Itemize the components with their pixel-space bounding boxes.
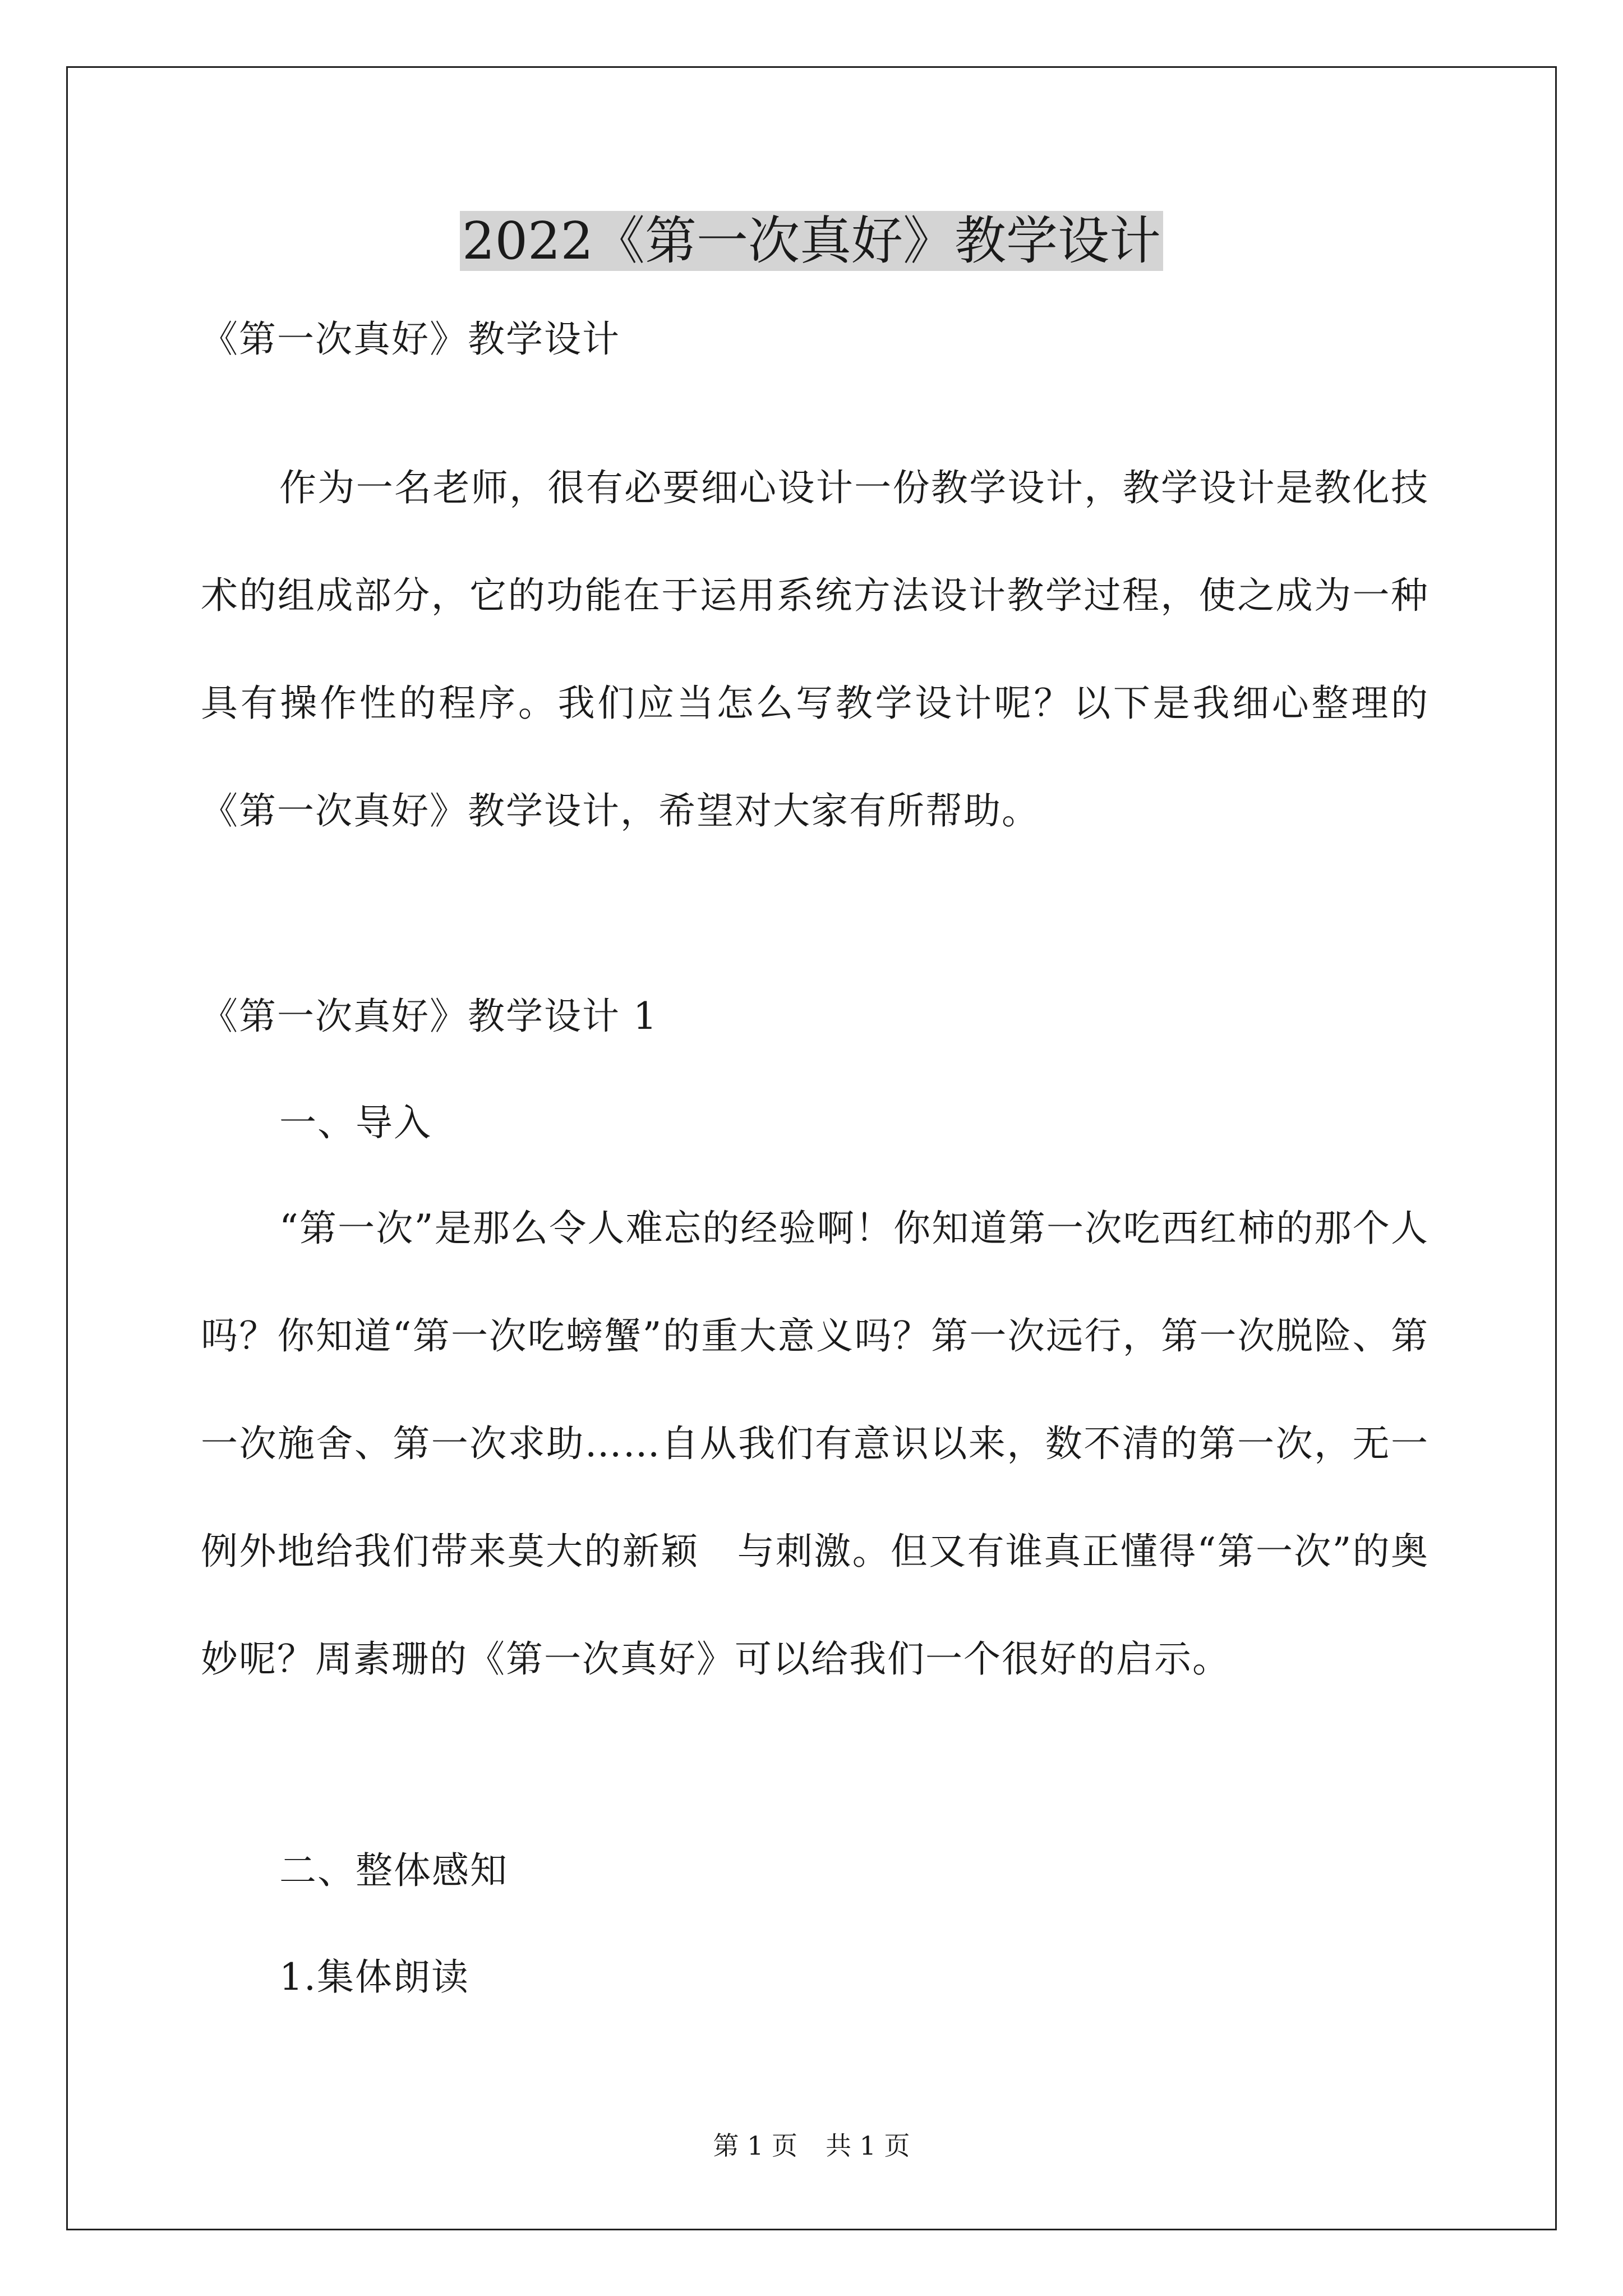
part-heading-intro: 一、导入 [279, 1101, 432, 1144]
page-number: 第 1 页 [713, 2131, 797, 2161]
page-footer [0, 2129, 1623, 2162]
part-heading-perception: 二、整体感知 [279, 1849, 508, 1892]
document-title [0, 202, 1623, 280]
page-total: 共 1 页 [826, 2131, 910, 2161]
part-paragraph-intro: “第一次”是那么令人难忘的经验啊！你知道第一次吃西红柿的那个人吗？你知道“第一次吃螃蟹”的重大意义吗？第一次远行，第一次脱险、第一次施舍、第一次求助……自从我们有意识以来，数不清的第一次，无一例外地给我们带来莫大的新颖 与刺激。但又有谁真正懂得“第一次”的奥妙呢？周素珊的《第一次真好》可以给我们一个很好的启示。 [201, 1207, 1429, 1681]
intro-heading: 《第一次真好》教学设计 [201, 318, 620, 361]
list-item-group-reading: 1.集体朗读 [279, 1955, 469, 1999]
intro-paragraph: 作为一名老师，很有必要细心设计一份教学设计，教学设计是教化技术的组成部分，它的功能在于运用系统方法设计教学过程，使之成为一种具有操作性的程序。我们应当怎么写教学设计呢？以下是我细心整理的《第一次真好》教学设计，希望对大家有所帮助。 [201, 466, 1429, 832]
section-heading-1: 《第一次真好》教学设计 1 [201, 995, 658, 1038]
document-title-text: 2022《第一次真好》教学设计 [460, 211, 1163, 271]
